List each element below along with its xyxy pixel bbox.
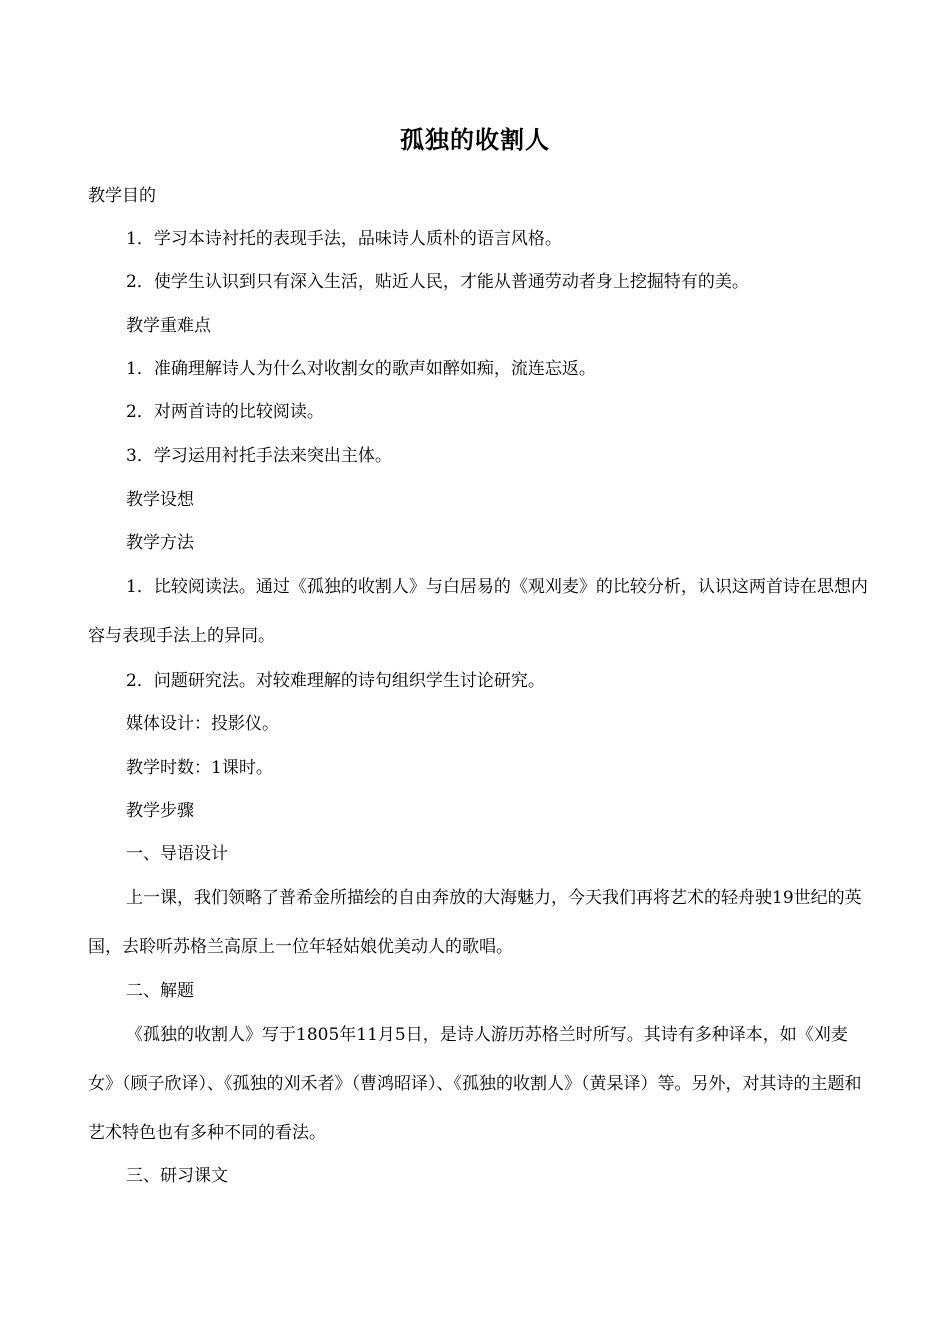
paragraph-introduction: 上一课，我们领略了普希金所描绘的自由奔放的大海魅力，今天我们再将艺术的轻舟驶19世纪的英国，去聆听苏格兰高原上一位年轻姑娘优美动人的歌唱。 [88, 888, 862, 957]
paragraph-section-1-heading: 一、导语设计 [126, 844, 228, 864]
paragraph-teaching-design-heading: 教学设想 [126, 490, 194, 510]
paragraph-key-points-heading: 教学重难点 [126, 316, 211, 336]
paragraph-class-hours: 教学时数：1课时。 [126, 758, 273, 778]
paragraph-teaching-goals-heading: 教学目的 [88, 186, 156, 206]
paragraph-teaching-steps-heading: 教学步骤 [126, 801, 194, 821]
paragraph-section-2-heading: 二、解题 [126, 981, 194, 1001]
paragraph-key-point-3: 3．学习运用衬托手法来突出主体。 [126, 446, 392, 466]
paragraph-media-design: 媒体设计：投影仪。 [126, 714, 279, 734]
paragraph-method-2: 2．问题研究法。对较难理解的诗句组织学生讨论研究。 [126, 671, 545, 691]
paragraph-goal-1: 1．学习本诗衬托的表现手法，品味诗人质朴的语言风格。 [126, 229, 562, 249]
document-title: 孤独的收割人 [400, 126, 550, 154]
paragraph-method-1: 1．比较阅读法。通过《孤独的收割人》与白居易的《观刈麦》的比较分析，认识这两首诗在思想内容与表现手法上的异同。 [88, 577, 868, 646]
paragraph-key-point-1: 1．准确理解诗人为什么对收割女的歌声如醉如痴，流连忘返。 [126, 359, 596, 379]
paragraph-goal-2: 2．使学生认识到只有深入生活，贴近人民，才能从普通劳动者身上挖掘特有的美。 [126, 272, 749, 292]
paragraph-teaching-method-heading: 教学方法 [126, 533, 194, 553]
paragraph-section-3-heading: 三、研习课文 [126, 1166, 228, 1186]
paragraph-key-point-2: 2．对两首诗的比较阅读。 [126, 402, 324, 422]
paragraph-title-explanation: 《孤独的收割人》写于1805年11月5日，是诗人游历苏格兰时所写。其诗有多种译本，如《刈麦女》（顾子欣译）、《孤独的刈禾者》（曹鸿昭译）、《孤独的收割人》（黄杲译）等。另外，对其诗的主题和艺术特色也有多种不同的看法。 [88, 1025, 862, 1143]
